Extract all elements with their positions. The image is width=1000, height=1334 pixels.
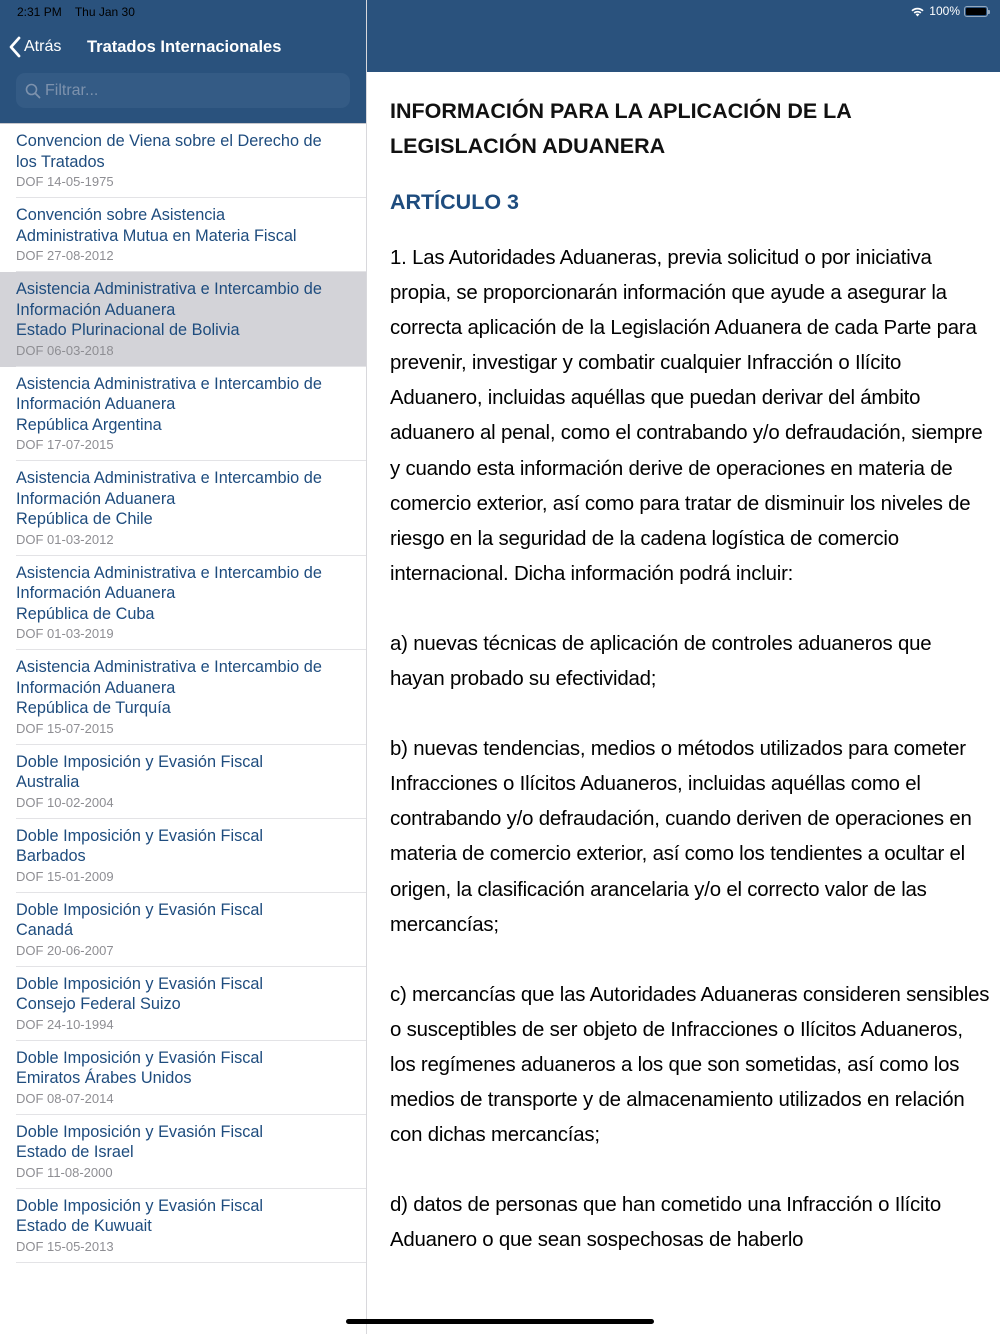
sidebar-title: Tratados Internacionales xyxy=(87,38,282,56)
list-item-title: Asistencia Administrativa e Intercambio de Información Aduanera República de Cuba xyxy=(16,563,322,623)
list-item[interactable] xyxy=(0,124,366,198)
list-item-date: DOF 01-03-2019 xyxy=(16,626,114,641)
list-item-date: DOF 06-03-2018 xyxy=(16,342,114,358)
list-item-title: Doble Imposición y Evasión Fiscal Estado de Kuwuait xyxy=(16,1196,264,1235)
list-item-title: Asistencia Administrativa e Intercambio de Información Aduanera República de Chile xyxy=(16,469,322,528)
article-title: ARTÍCULO 3 xyxy=(390,190,519,214)
paragraph-b: b) nuevas tendencias, medios o métodos utilizados para cometer Infracciones o Ilícitos Aduaneros, incluidas aquéllas como el contrabando y/o defraudación, cuando deriven de operaciones en materia de comercio exterior, así como los tendientes a ocultar el origen, la clasificación arancelaria y/o el correcto valor de las mercancías; xyxy=(390,738,972,936)
back-label: Atrás xyxy=(24,38,62,55)
list-item-date: DOF 15-05-2013 xyxy=(16,1238,114,1254)
back-button[interactable] xyxy=(8,36,61,58)
paragraph-d: d) datos de personas que han cometido una Infracción o Ilícito Aduanero o que sean sospechosas de haberlo xyxy=(390,1194,941,1252)
wifi-icon xyxy=(910,6,925,17)
list-item[interactable] xyxy=(0,1115,366,1189)
list-item-date: DOF 10-02-2004 xyxy=(16,794,114,810)
chevron-left-icon xyxy=(8,36,21,58)
list-item[interactable] xyxy=(0,367,366,462)
list-item-date: DOF 15-01-2009 xyxy=(16,868,114,884)
list-item-title: Doble Imposición y Evasión Fiscal Barbados xyxy=(16,826,264,865)
list-item-date: DOF 14-05-1975 xyxy=(16,174,114,189)
list-item-title: Doble Imposición y Evasión Fiscal Consejo Federal Suizo xyxy=(16,974,264,1013)
list-item-date: DOF 08-07-2014 xyxy=(16,1090,114,1106)
list-item-title: Doble Imposición y Evasión Fiscal Canadá xyxy=(16,900,264,939)
document-title: INFORMACIÓN PARA LA APLICACIÓN DE LA LEGISLACIÓN ADUANERA xyxy=(390,99,852,158)
paragraph-1: 1. Las Autoridades Aduaneras, previa solicitud o por iniciativa propia, se proporcionarán información que ayude a asegurar la correcta aplicación de la Legislación Aduanera de cada Parte para prevenir, investigar y combatir cualquier Infracción o Ilícito Aduanero, incluidas aquéllas que puedan derivar del ámbito aduanero al penal, como el contrabando y/o defraudación, siempre y cuando esta información derive de operaciones en materia de comercio exterior, así como para tratar de disminuir los niveles de riesgo en la seguridad de la cadena logística de comercio internacional. Dicha información podrá incluir: xyxy=(390,247,983,585)
list-item-title: Convencion de Viena sobre el Derecho de los Tratados xyxy=(16,132,322,171)
list-item-title: Asistencia Administrativa e Intercambio de Información Aduanera República de Turquía xyxy=(16,658,322,717)
paragraph-a: a) nuevas técnicas de aplicación de controles aduaneros que hayan probado su efectividad; xyxy=(390,632,932,691)
list-item[interactable] xyxy=(0,461,366,556)
list-item[interactable] xyxy=(0,650,366,745)
treaty-list xyxy=(0,124,366,1263)
filter-input[interactable] xyxy=(45,82,325,100)
list-item[interactable] xyxy=(0,198,366,272)
list-item[interactable] xyxy=(0,272,366,367)
list-item-date: DOF 11-08-2000 xyxy=(16,1164,113,1180)
search-icon xyxy=(25,83,41,99)
battery-icon xyxy=(964,6,988,17)
list-item[interactable] xyxy=(0,556,366,651)
list-item[interactable] xyxy=(0,967,366,1041)
list-item-date: DOF 20-06-2007 xyxy=(16,942,114,958)
list-item-title: Doble Imposición y Evasión Fiscal Australia xyxy=(16,752,264,791)
list-item-title: Doble Imposición y Evasión Fiscal Emiratos Árabes Unidos xyxy=(16,1048,264,1087)
list-item-date: DOF 15-07-2015 xyxy=(16,720,114,736)
list-item-date: DOF 24-10-1994 xyxy=(16,1016,114,1032)
list-item-date: DOF 17-07-2015 xyxy=(16,437,114,452)
list-item-date: DOF 01-03-2012 xyxy=(16,531,114,547)
paragraph-c: c) mercancías que las Autoridades Aduaneras consideren sensibles o susceptibles de ser objeto de Infracciones o Ilícitos Aduaneros, los regímenes aduaneros a los que son sometidas, así como los medios de transporte y de almacenamiento utilizados en relación con dichas mercancías; xyxy=(390,983,990,1147)
home-indicator[interactable] xyxy=(346,1319,654,1324)
sidebar xyxy=(0,0,367,1334)
list-item-date: DOF 27-08-2012 xyxy=(16,248,114,263)
document-content xyxy=(390,94,990,1293)
list-item-title: Asistencia Administrativa e Intercambio de Información Aduanera Estado Plurinacional de Bolivia xyxy=(16,280,322,339)
list-item-title: Convención sobre Asistencia Administrativa Mutua en Materia Fiscal xyxy=(16,206,297,245)
battery-percent: 100% xyxy=(929,4,960,18)
status-right xyxy=(910,4,988,18)
filter-search-box[interactable] xyxy=(16,73,350,108)
list-item[interactable] xyxy=(0,1041,366,1115)
list-item[interactable] xyxy=(0,893,366,967)
status-left xyxy=(17,5,145,19)
list-item[interactable] xyxy=(0,745,366,819)
list-item-title: Asistencia Administrativa e Intercambio de Información Aduanera República Argentina xyxy=(16,374,322,434)
status-time: 2:31 PM xyxy=(17,5,62,19)
list-item[interactable] xyxy=(0,819,366,893)
status-date: Thu Jan 30 xyxy=(74,5,135,19)
list-item-title: Doble Imposición y Evasión Fiscal Estado de Israel xyxy=(16,1122,264,1161)
list-item[interactable] xyxy=(0,1189,366,1263)
status-bar xyxy=(0,0,1000,24)
